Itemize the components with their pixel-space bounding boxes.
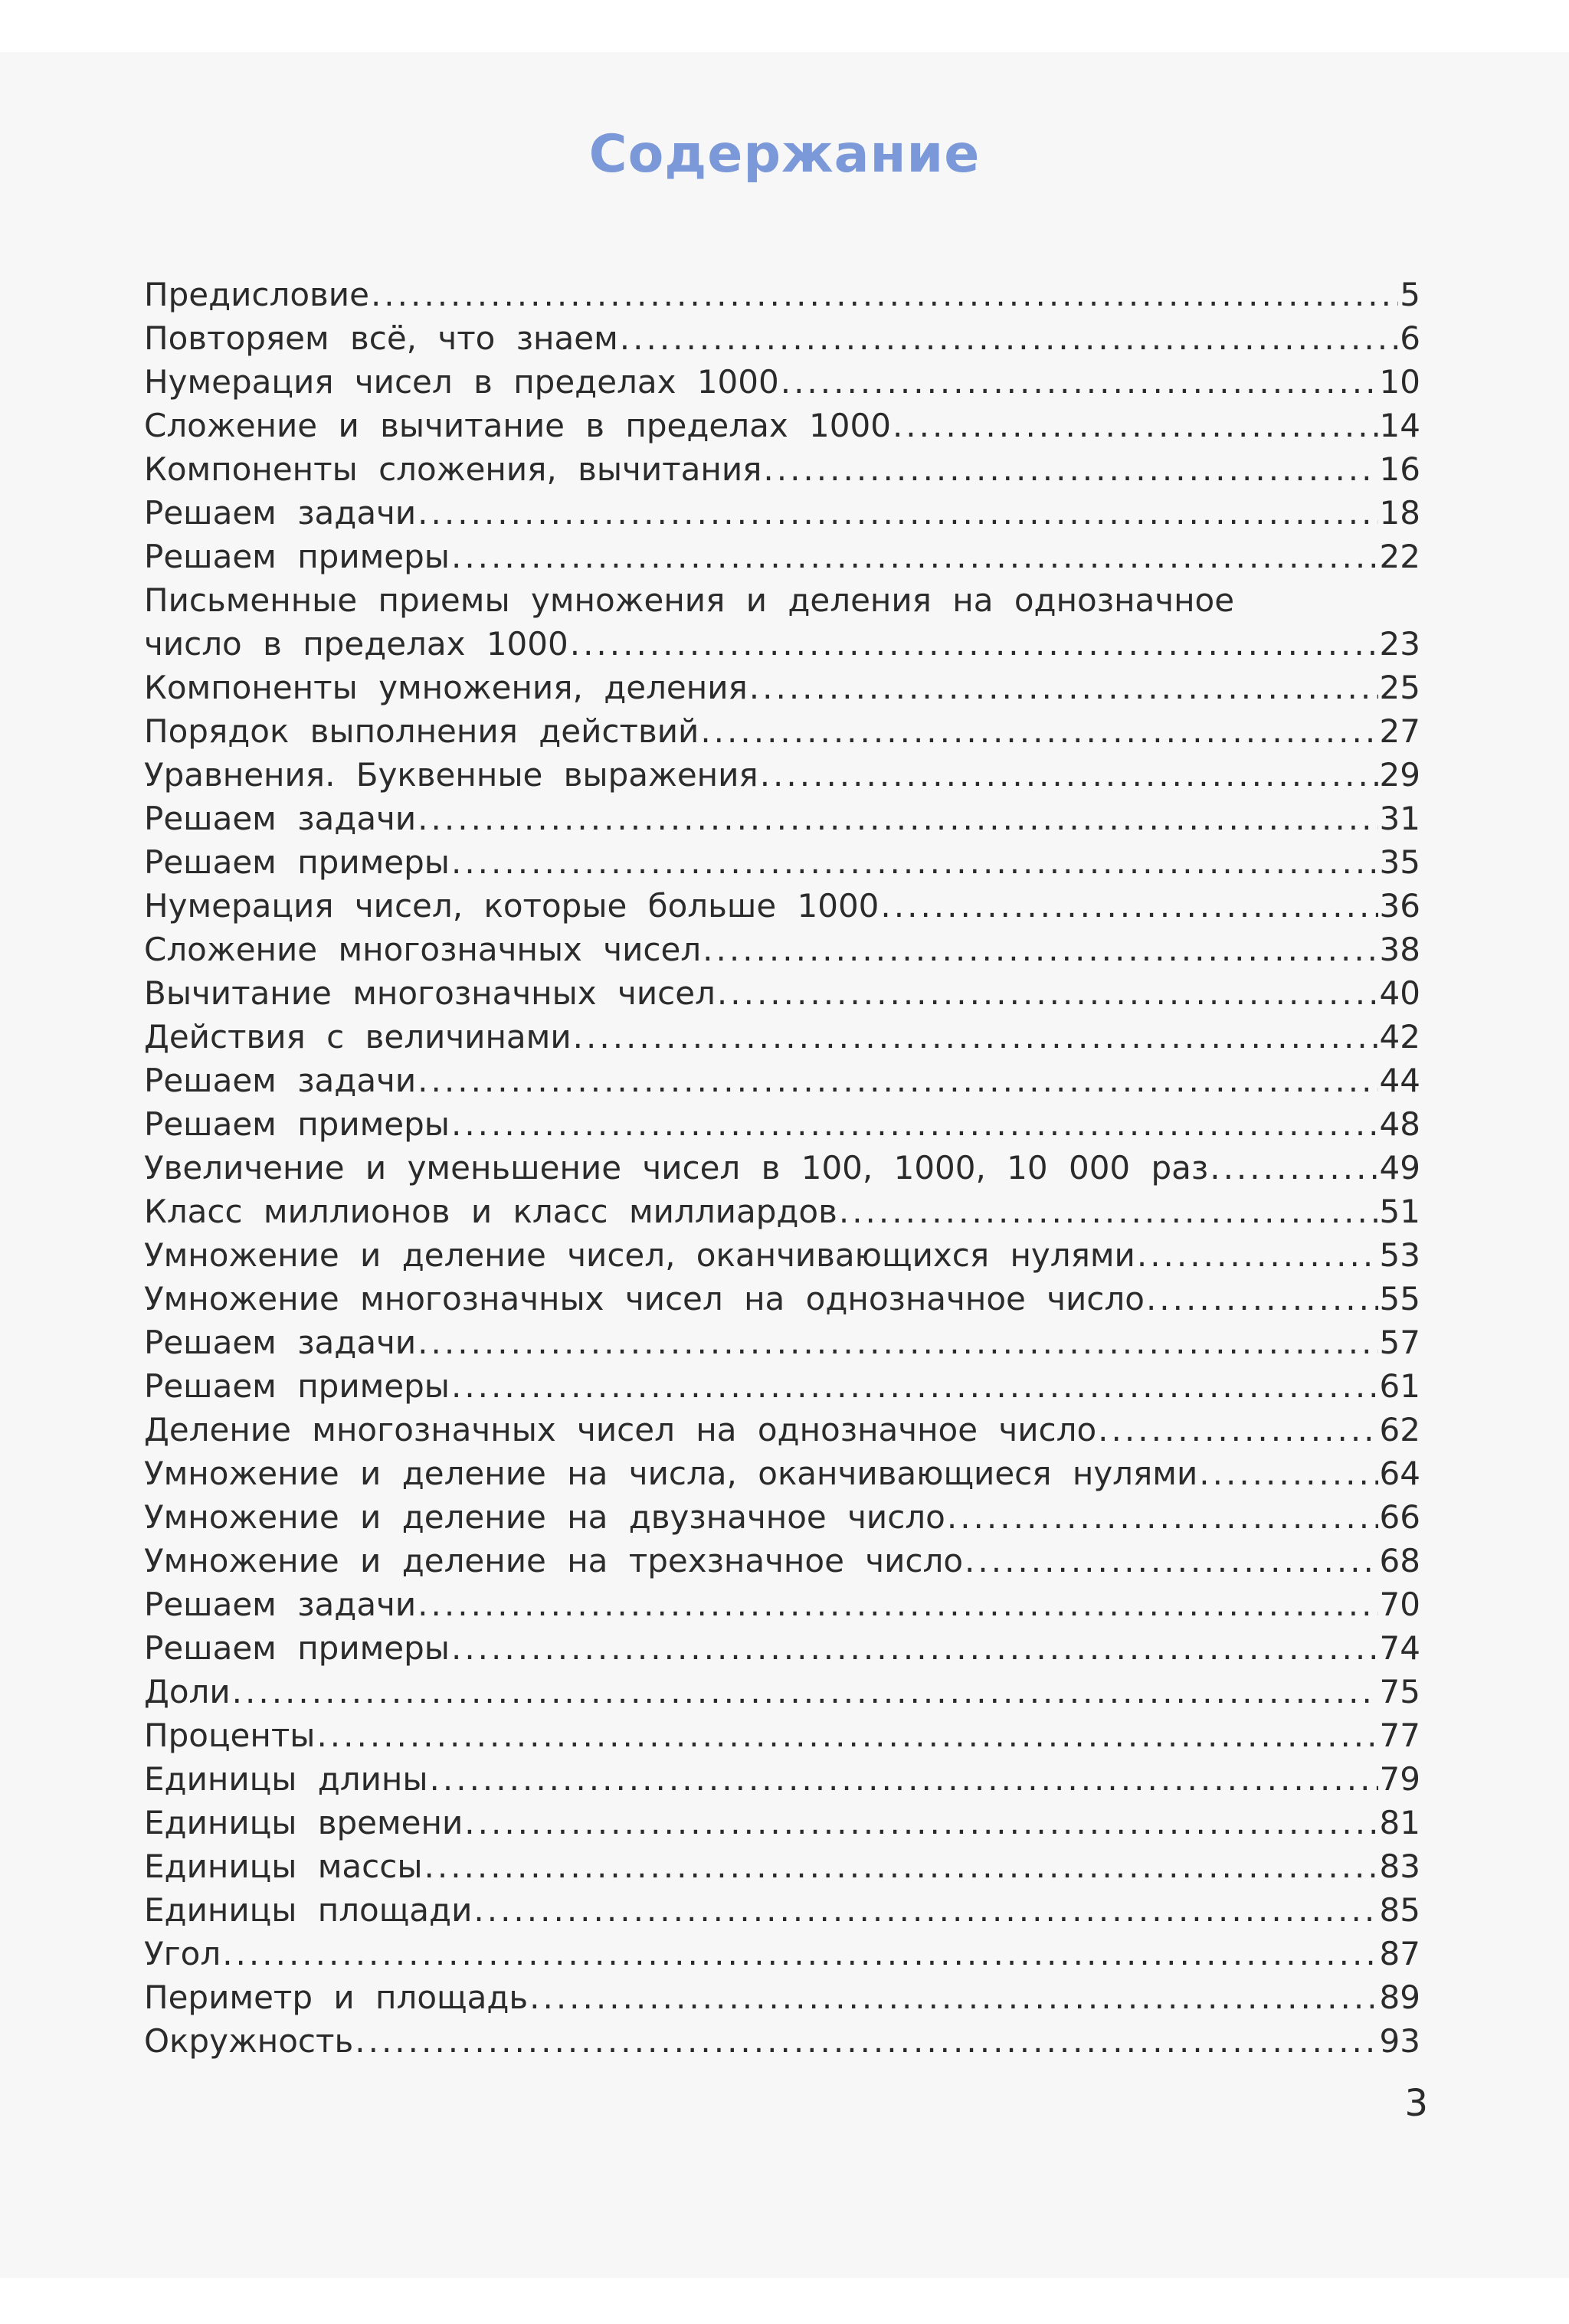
toc-entry-page: 36: [1379, 887, 1420, 925]
toc-entry-page: 18: [1379, 494, 1420, 532]
toc-entry: [144, 1539, 1420, 1583]
dot-leader: [781, 360, 1378, 404]
toc-entry-label: Предисловие: [144, 276, 369, 313]
toc-entry: [144, 884, 1420, 928]
toc-entry-page: 22: [1379, 538, 1420, 575]
toc-entry-label: Решаем задачи: [144, 494, 417, 532]
dot-leader: [1146, 1277, 1378, 1321]
toc-entry-page: 49: [1379, 1149, 1420, 1187]
toc-entry-label: Увеличение и уменьшение чисел в 100, 1000, 10 000 раз: [144, 1149, 1209, 1187]
toc-entry: [144, 1670, 1420, 1714]
toc-entry: [144, 1364, 1420, 1408]
toc-entry: [144, 360, 1420, 404]
dot-leader: [570, 622, 1378, 666]
toc-entry-label: Класс миллионов и класс миллиардов: [144, 1193, 837, 1230]
toc-entry: [144, 404, 1420, 447]
toc-entry: [144, 1015, 1420, 1059]
toc-entry: [144, 840, 1420, 884]
toc-entry-label: Решаем примеры: [144, 1367, 450, 1405]
toc-entry-label: Повторяем всё, что знаем: [144, 319, 618, 357]
toc-entry-label: Нумерация чисел, которые больше 1000: [144, 887, 879, 925]
toc-entry-page: 83: [1379, 1848, 1420, 1885]
dot-leader: [880, 884, 1377, 928]
dot-leader: [451, 535, 1378, 578]
toc-entry-label: Единицы массы: [144, 1848, 423, 1885]
toc-entry-page: 40: [1379, 974, 1420, 1012]
toc-entry-label: Доли: [144, 1673, 231, 1710]
toc-entry: [144, 447, 1420, 491]
toc-entry-page: 35: [1379, 843, 1420, 881]
dot-leader: [965, 1539, 1378, 1583]
dot-leader: [1199, 1452, 1377, 1495]
toc-entry: [144, 753, 1420, 797]
toc-entry-label: Периметр и площадь: [144, 1979, 529, 2016]
toc-entry: [144, 797, 1420, 840]
toc-entry-page: 14: [1379, 407, 1420, 444]
toc-entry-label: Деление многозначных чисел на однозначное число: [144, 1411, 1097, 1448]
toc-entry-page: 85: [1379, 1891, 1420, 1929]
toc-entry-page: 10: [1379, 363, 1420, 401]
toc-entry-label: Умножение и деление на двузначное число: [144, 1498, 945, 1536]
toc-entry-label: Действия с величинами: [144, 1018, 572, 1056]
toc-entry-label: Умножение и деление чисел, оканчивающихся нулями: [144, 1236, 1135, 1274]
dot-leader: [430, 1757, 1378, 1801]
toc-entry: [144, 1059, 1420, 1102]
toc-entry: [144, 1932, 1420, 1975]
toc-entry: [144, 1757, 1420, 1801]
page-number: 3: [1404, 2082, 1428, 2125]
toc-entry: [144, 709, 1420, 753]
toc-entry: [144, 1452, 1420, 1495]
toc-entry-label: Письменные приемы умножения и деления на однозначное: [144, 581, 1235, 619]
toc-entry: [144, 273, 1420, 316]
toc-entry: [144, 1495, 1420, 1539]
toc-entry: [144, 1975, 1420, 2019]
toc-entry-page: 53: [1379, 1236, 1420, 1274]
toc-entry: [144, 1714, 1420, 1757]
toc-entry-label: Проценты: [144, 1717, 316, 1754]
toc-entry-page: 62: [1379, 1411, 1420, 1448]
toc-entry: [144, 1844, 1420, 1888]
toc-entry-page: 57: [1379, 1324, 1420, 1361]
toc-entry-label: Уравнения. Буквенные выражения: [144, 756, 758, 794]
toc-entry-label: Единицы длины: [144, 1760, 428, 1798]
toc-entry-label: Нумерация чисел в пределах 1000: [144, 363, 779, 401]
toc-entry-page: 93: [1379, 2022, 1420, 2060]
toc-entry: [144, 622, 1420, 666]
dot-leader: [232, 1670, 1378, 1714]
toc-entry-page: 81: [1379, 1804, 1420, 1841]
dot-leader: [418, 797, 1377, 840]
toc-entry-page: 27: [1379, 712, 1420, 750]
toc-entry-page: 23: [1379, 625, 1420, 663]
toc-entry-label: Решаем задачи: [144, 1062, 417, 1099]
toc-entry: [144, 1626, 1420, 1670]
toc-entry-page: 5: [1400, 276, 1420, 313]
toc-entry-label: Вычитание многозначных чисел: [144, 974, 716, 1012]
toc-entry-page: 55: [1379, 1280, 1420, 1317]
toc-entry: [144, 1321, 1420, 1364]
toc-entry: [144, 1801, 1420, 1844]
dot-leader: [316, 1714, 1377, 1757]
toc-entry: [144, 316, 1420, 360]
toc-entry-page: 89: [1379, 1979, 1420, 2016]
toc-entry-page: 16: [1379, 450, 1420, 488]
toc-entry-page: 66: [1379, 1498, 1420, 1536]
toc-entry: [144, 1408, 1420, 1452]
dot-leader: [749, 666, 1378, 709]
toc-entry-page: 31: [1379, 800, 1420, 837]
toc-entry: [144, 928, 1420, 971]
toc-entry-label: Сложение и вычитание в пределах 1000: [144, 407, 891, 444]
toc-entry-page: 44: [1379, 1062, 1420, 1099]
toc-entry-label: Единицы времени: [144, 1804, 463, 1841]
toc-entry-page: 75: [1379, 1673, 1420, 1710]
dot-leader: [451, 840, 1378, 884]
dot-leader: [703, 928, 1377, 971]
dot-leader: [473, 1888, 1377, 1932]
toc-entry-label: число в пределах 1000: [144, 625, 568, 663]
toc-entry-label: Порядок выполнения действий: [144, 712, 699, 750]
dot-leader: [947, 1495, 1378, 1539]
toc-entry-label: Решаем примеры: [144, 538, 450, 575]
dot-leader: [418, 1321, 1377, 1364]
toc-entry: [144, 1190, 1420, 1233]
toc-entry-label: Компоненты умножения, деления: [144, 669, 748, 706]
toc-entry-label: Решаем примеры: [144, 1105, 450, 1143]
dot-leader: [451, 1102, 1378, 1146]
dot-leader: [893, 404, 1378, 447]
page-title: Содержание: [588, 124, 981, 185]
dot-leader: [717, 971, 1378, 1015]
toc-entry-label: Решаем примеры: [144, 843, 450, 881]
toc-entry: [144, 1583, 1420, 1626]
dot-leader: [451, 1364, 1378, 1408]
toc-entry: [144, 1146, 1420, 1190]
toc-entry-label: Умножение и деление на трехзначное число: [144, 1542, 964, 1579]
toc-entry: [144, 1102, 1420, 1146]
dot-leader: [760, 753, 1378, 797]
toc-entry-label: Угол: [144, 1935, 221, 1972]
dot-leader: [355, 2019, 1377, 2063]
dot-leader: [418, 491, 1377, 535]
toc-entry-label: Сложение многозначных чисел: [144, 931, 702, 968]
dot-leader: [451, 1626, 1378, 1670]
dot-leader: [424, 1844, 1378, 1888]
toc-entry: [144, 578, 1420, 622]
toc-entry-label: Компоненты сложения, вычитания: [144, 450, 762, 488]
dot-leader: [620, 316, 1399, 360]
toc-entry-page: 25: [1379, 669, 1420, 706]
toc-entry-label: Окружность: [144, 2022, 354, 2060]
toc-entry-label: Решаем задачи: [144, 800, 417, 837]
dot-leader: [763, 447, 1377, 491]
toc-entry-page: 87: [1379, 1935, 1420, 1972]
dot-leader: [1210, 1146, 1377, 1190]
toc-entry-label: Решаем задачи: [144, 1586, 417, 1623]
dot-leader: [1098, 1408, 1377, 1452]
toc-entry: [144, 535, 1420, 578]
toc-entry-page: 77: [1379, 1717, 1420, 1754]
toc-entry-page: 29: [1379, 756, 1420, 794]
dot-leader: [418, 1059, 1377, 1102]
toc-entry-page: 68: [1379, 1542, 1420, 1579]
dot-leader: [418, 1583, 1377, 1626]
toc-entry: [144, 1233, 1420, 1277]
toc-entry: [144, 491, 1420, 535]
toc-entry-label: Решаем примеры: [144, 1629, 450, 1667]
table-of-contents: [144, 273, 1420, 2063]
toc-entry-page: 38: [1379, 931, 1420, 968]
toc-entry-label: Решаем задачи: [144, 1324, 417, 1361]
toc-entry-page: 48: [1379, 1105, 1420, 1143]
toc-entry-page: 70: [1379, 1586, 1420, 1623]
toc-entry-page: 79: [1379, 1760, 1420, 1798]
toc-entry: [144, 1888, 1420, 1932]
dot-leader: [700, 709, 1377, 753]
toc-entry-page: 64: [1379, 1455, 1420, 1492]
dot-leader: [1137, 1233, 1378, 1277]
toc-entry: [144, 971, 1420, 1015]
toc-entry-page: 51: [1379, 1193, 1420, 1230]
toc-entry-label: Умножение многозначных чисел на однозначное число: [144, 1280, 1145, 1317]
dot-leader: [371, 273, 1398, 316]
toc-entry-page: 61: [1379, 1367, 1420, 1405]
toc-entry-page: 42: [1379, 1018, 1420, 1056]
dot-leader: [222, 1932, 1377, 1975]
dot-leader: [464, 1801, 1377, 1844]
toc-entry-page: 74: [1379, 1629, 1420, 1667]
toc-entry-label: Единицы площади: [144, 1891, 473, 1929]
dot-leader: [573, 1015, 1378, 1059]
toc-entry-page: 6: [1400, 319, 1420, 357]
toc-entry: [144, 1277, 1420, 1321]
dot-leader: [839, 1190, 1378, 1233]
toc-entry: [144, 2019, 1420, 2063]
toc-entry: [144, 666, 1420, 709]
dot-leader: [529, 1975, 1377, 2019]
toc-entry-label: Умножение и деление на числа, оканчивающиеся нулями: [144, 1455, 1198, 1492]
